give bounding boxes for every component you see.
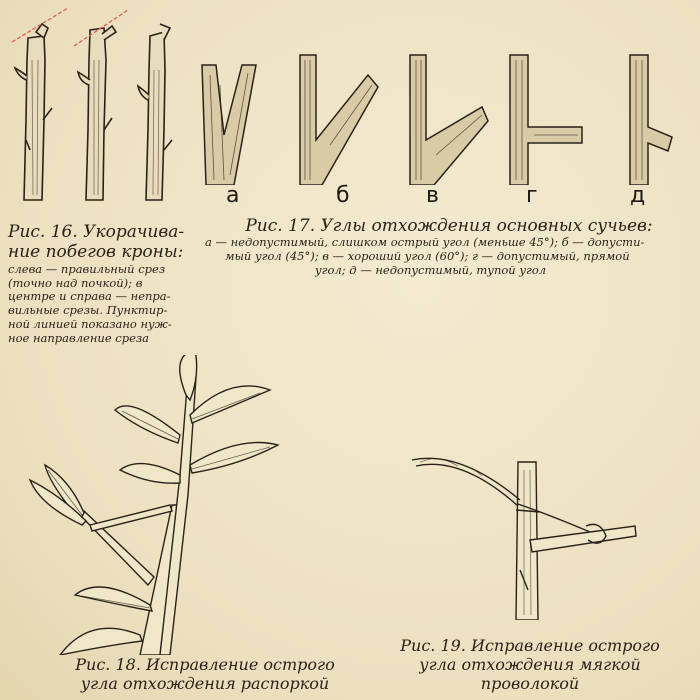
fig19-line1: Рис. 19. Исправление острого [400,636,660,655]
fig17-letter-a: а [226,183,240,208]
fig16-title-line1: Рис. 16. Укорачива- [8,222,185,242]
fig16-text-line5: ной линией показано нуж- [8,316,172,331]
fig16-text-line1: слева — правильный срез [8,261,166,276]
fig19-caption [385,636,675,694]
fig18-line2: угла отхождения распоркой [80,674,330,694]
fig17-text-line3: угол; д — недопустимый, тупой угол [315,262,547,277]
fig17-text-line2: мый угол (45°); в — хороший угол (60°); г — допустимый, прямой [225,249,630,264]
fig16-text-line2: (точно над почкой); в [8,275,143,290]
fig18-illustration [20,355,290,655]
fig18-caption [60,655,350,693]
fig19-line2: угла отхождения мягкой [419,655,641,675]
fig16-illustration [0,0,190,215]
fig17-letter-g: г [526,183,538,208]
fig18-line1: Рис. 18. Исправление острого [75,655,335,674]
fig16-caption [8,222,190,346]
fig17-text-line1: а — недопустимый, слишком острый угол (меньше 45°); б — допусти- [205,235,645,250]
fig16-title-line2: ние побегов кроны: [8,242,184,263]
fig16-text-line3: центре и справа — непра- [8,289,171,304]
fig16-text-line4: вильные срезы. Пунктир- [8,303,168,318]
fig16-text-line6: ное направление среза [8,330,150,345]
fig17-letter-b: б [336,183,350,208]
fig17-letter-d: д [630,183,646,208]
fig19-line3: проволокой [480,674,580,694]
fig19-illustration [400,440,650,620]
fig17-caption [205,216,693,278]
fig17-letter-v: в [426,183,439,208]
fig17-illustration [190,45,680,185]
fig17-title: Рис. 17. Углы отхождения основных сучьев: [245,216,653,236]
